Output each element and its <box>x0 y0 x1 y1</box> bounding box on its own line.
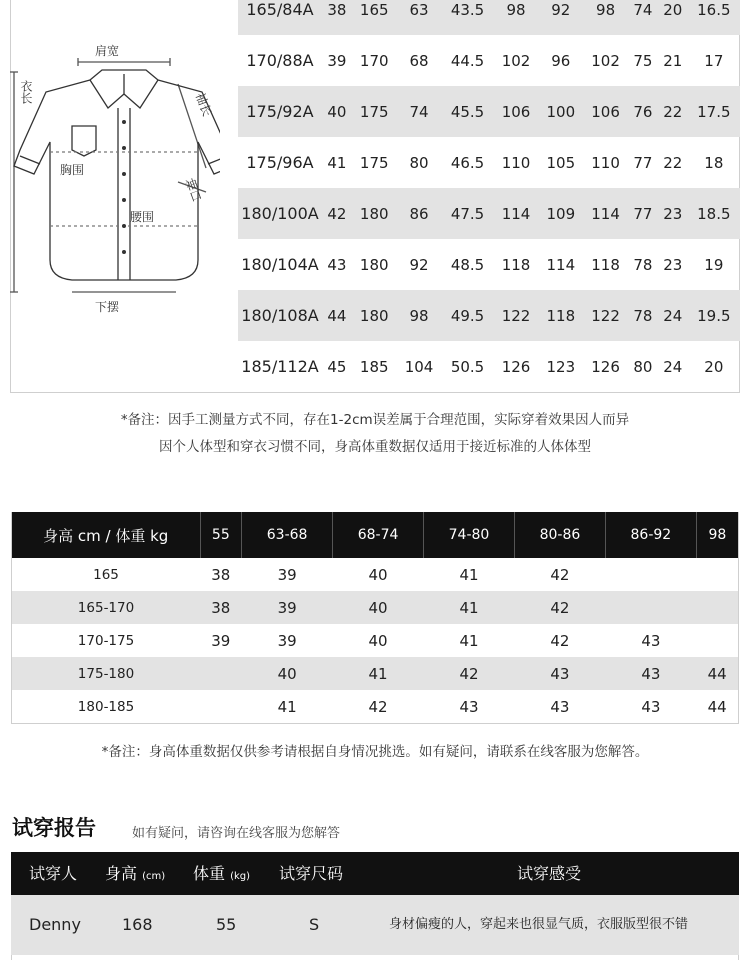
hw-height-cell: 165 <box>93 566 119 583</box>
size-value-cell: 47.5 <box>441 188 493 239</box>
size-value-cell: 19.5 <box>688 290 740 341</box>
hw-size-cell: 43 <box>641 697 661 716</box>
shoulder-label: 肩宽 <box>95 44 120 58</box>
hw-size-cell: 38 <box>200 591 242 624</box>
size-value-cell: 122 <box>583 290 628 341</box>
size-value-cell: 41 <box>327 153 347 172</box>
hw-size-cell: 42 <box>550 631 570 650</box>
size-value-cell: 118 <box>501 255 531 274</box>
size-chart-section <box>0 0 750 470</box>
size-value-cell: 18 <box>704 153 724 172</box>
size-value-cell: 46.5 <box>450 153 485 172</box>
hw-size-cell: 39 <box>277 631 297 650</box>
size-value-cell: 175 <box>352 86 397 137</box>
report-subtitle: 如有疑问，请咨询在线客服为您解答 <box>132 826 341 841</box>
size-value-cell: 92 <box>538 0 583 35</box>
size-value-cell: 48.5 <box>450 255 485 274</box>
length-label: 衣长 <box>19 80 33 104</box>
size-value-cell: 16.5 <box>688 0 740 35</box>
hw-header-weight: 63-68 <box>242 512 333 558</box>
size-value-cell: 50.5 <box>450 357 485 376</box>
report-header-height-unit: (cm) <box>142 871 166 882</box>
size-value-cell: 80 <box>633 357 653 376</box>
size-value-cell: 98 <box>494 0 539 35</box>
height-weight-table <box>12 512 738 723</box>
hw-size-cell: 42 <box>368 697 388 716</box>
report-header-feeling: 试穿感受 <box>517 864 582 883</box>
hw-size-cell: 39 <box>277 565 297 584</box>
hw-size-cell: 43 <box>550 697 570 716</box>
report-header-weight-text: 体重 <box>193 864 226 883</box>
size-value-cell: 23 <box>663 255 683 274</box>
report-header-height <box>105 852 165 895</box>
hw-size-cell: 44 <box>696 657 738 690</box>
size-value-cell: 20 <box>704 357 724 376</box>
size-value-cell: 175 <box>359 153 389 172</box>
hw-size-cell: 41 <box>459 631 479 650</box>
size-value-cell: 19 <box>704 255 724 274</box>
report-header-person: 试穿人 <box>29 864 78 883</box>
size-value-cell: 75 <box>633 51 653 70</box>
hw-size-cell: 40 <box>368 565 388 584</box>
size-value-cell: 49.5 <box>441 290 493 341</box>
size-value-cell: 106 <box>494 86 539 137</box>
report-weight: 55 <box>216 915 237 934</box>
size-value-cell: 180 <box>359 255 389 274</box>
size-value-cell: 77 <box>633 153 653 172</box>
size-value-cell: 80 <box>409 153 429 172</box>
size-value-cell: 44.5 <box>450 51 485 70</box>
size-value-cell: 110 <box>591 153 620 172</box>
size-code-cell: 170/88A <box>246 51 314 70</box>
hw-size-cell: 43 <box>514 657 605 690</box>
report-height: 168 <box>122 915 153 934</box>
note-line-1: *备注：因手工测量方式不同，存在1-2cm误差属于合理范围，实际穿着效果因人而异 <box>120 412 630 428</box>
size-value-cell: 123 <box>546 357 576 376</box>
waist-label: 腰围 <box>130 210 155 224</box>
hw-size-cell: 41 <box>459 565 479 584</box>
size-value-cell: 42 <box>322 188 352 239</box>
size-value-cell: 170 <box>359 51 389 70</box>
size-value-cell: 122 <box>494 290 539 341</box>
size-value-cell: 118 <box>591 255 620 274</box>
size-code-cell: 175/96A <box>246 153 314 172</box>
report-row <box>11 895 739 955</box>
size-value-cell: 180 <box>352 188 397 239</box>
size-value-cell: 77 <box>628 188 658 239</box>
hw-size-cell: 38 <box>211 565 231 584</box>
size-value-cell: 17 <box>704 51 724 70</box>
size-value-cell: 86 <box>397 188 442 239</box>
note-line-2: 因个人体型和穿衣习惯不同，身高体重数据仅适用于接近标准的人体体型 <box>159 439 591 455</box>
sleeve-label: 袖长 <box>192 90 215 119</box>
hw-size-cell: 43 <box>459 697 479 716</box>
height-weight-note: *备注：身高体重数据仅供参考请根据自身情况挑选。如有疑问，请联系在线客服为您解答。 <box>101 744 649 760</box>
report-header-row <box>11 852 739 895</box>
hw-size-cell: 43 <box>605 657 696 690</box>
hw-height-cell: 165-170 <box>12 591 200 624</box>
hw-size-cell: 39 <box>242 591 333 624</box>
size-value-cell: 76 <box>628 86 658 137</box>
hw-size-cell: 41 <box>333 657 424 690</box>
hw-size-cell: 42 <box>514 591 605 624</box>
report-header-weight <box>193 852 250 895</box>
size-value-cell: 126 <box>591 357 620 376</box>
size-code-cell: 180/100A <box>238 188 322 239</box>
report-person: Denny <box>29 915 81 934</box>
size-value-cell: 110 <box>501 153 531 172</box>
size-value-cell: 63 <box>397 0 442 35</box>
size-value-cell: 102 <box>501 51 531 70</box>
size-value-cell: 74 <box>628 0 658 35</box>
hw-header-weight: 74-80 <box>424 512 515 558</box>
size-value-cell: 44 <box>322 290 352 341</box>
hw-header-weight: 86-92 <box>605 512 696 558</box>
hw-size-cell: 40 <box>333 591 424 624</box>
size-row <box>238 86 740 137</box>
size-value-cell: 78 <box>628 290 658 341</box>
hw-height-cell: 170-175 <box>77 632 135 649</box>
height-weight-table-frame <box>11 512 739 724</box>
size-value-cell: 45 <box>327 357 347 376</box>
size-value-cell: 114 <box>583 188 628 239</box>
hw-size-cell <box>200 690 242 723</box>
size-value-cell: 68 <box>409 51 429 70</box>
hw-size-cell: 42 <box>550 565 570 584</box>
hw-height-cell: 175-180 <box>12 657 200 690</box>
hw-header-weight: 68-74 <box>333 512 424 558</box>
size-value-cell: 165 <box>352 0 397 35</box>
size-value-cell: 23 <box>658 188 688 239</box>
size-value-cell: 17.5 <box>688 86 740 137</box>
hw-size-cell: 41 <box>424 591 515 624</box>
hw-size-cell: 42 <box>424 657 515 690</box>
size-value-cell: 96 <box>551 51 571 70</box>
size-row <box>238 137 740 188</box>
hw-header-weight: 80-86 <box>514 512 605 558</box>
size-value-cell: 185 <box>359 357 389 376</box>
size-value-cell: 78 <box>633 255 653 274</box>
size-value-cell: 24 <box>658 290 688 341</box>
size-value-cell: 104 <box>404 357 434 376</box>
size-code-cell: 185/112A <box>241 357 319 376</box>
cuff-label: 袖口 <box>182 176 204 204</box>
hw-size-cell: 43 <box>641 631 661 650</box>
hw-size-cell <box>605 591 696 624</box>
hw-row <box>12 624 738 657</box>
report-size: S <box>309 915 320 934</box>
size-value-cell: 92 <box>409 255 429 274</box>
hw-size-cell <box>200 657 242 690</box>
hw-height-cell: 180-185 <box>77 698 135 715</box>
hw-row <box>12 591 738 624</box>
size-value-cell: 74 <box>397 86 442 137</box>
hw-size-cell <box>696 591 738 624</box>
hw-header-weight: 55 <box>200 512 242 558</box>
size-value-cell: 98 <box>397 290 442 341</box>
size-row <box>238 341 740 392</box>
hw-size-cell <box>605 558 696 591</box>
size-value-cell: 114 <box>494 188 539 239</box>
size-row <box>238 0 740 35</box>
size-value-cell: 118 <box>538 290 583 341</box>
size-value-cell: 43.5 <box>441 0 493 35</box>
size-value-cell: 22 <box>663 153 683 172</box>
size-value-cell: 45.5 <box>441 86 493 137</box>
size-value-cell: 126 <box>501 357 531 376</box>
size-row <box>238 35 740 86</box>
shirt-measurement-diagram <box>10 30 220 330</box>
report-next-row <box>11 955 739 960</box>
report-header-size: 试穿尺码 <box>279 864 344 883</box>
size-value-cell: 40 <box>322 86 352 137</box>
size-value-cell: 102 <box>591 51 620 70</box>
size-table <box>238 0 740 392</box>
hw-header-weight: 98 <box>696 512 738 558</box>
size-value-cell: 105 <box>546 153 576 172</box>
report-title: 试穿报告 <box>12 816 96 840</box>
size-value-cell: 114 <box>546 255 576 274</box>
size-value-cell: 38 <box>322 0 352 35</box>
hw-size-cell <box>696 558 738 591</box>
size-row <box>238 188 740 239</box>
size-value-cell: 21 <box>663 51 683 70</box>
hw-row <box>12 690 738 723</box>
size-value-cell: 109 <box>538 188 583 239</box>
hw-size-cell: 40 <box>242 657 333 690</box>
size-code-cell: 165/84A <box>238 0 322 35</box>
size-code-cell: 180/108A <box>238 290 322 341</box>
size-value-cell: 100 <box>538 86 583 137</box>
chest-label: 胸围 <box>60 163 85 177</box>
hw-size-cell: 39 <box>211 631 231 650</box>
report-feeling: 身材偏瘦的人，穿起来也很显气质，衣服版型很不错 <box>389 917 689 932</box>
size-code-cell: 175/92A <box>238 86 322 137</box>
size-value-cell: 24 <box>663 357 683 376</box>
hw-size-cell <box>696 624 738 657</box>
size-value-cell: 43 <box>327 255 347 274</box>
hw-size-cell: 41 <box>277 697 297 716</box>
hw-size-cell: 44 <box>707 697 727 716</box>
report-header-height-text: 身高 <box>105 864 138 883</box>
hem-label: 下摆 <box>95 300 120 314</box>
size-value-cell: 180 <box>352 290 397 341</box>
size-value-cell: 106 <box>583 86 628 137</box>
size-value-cell: 22 <box>658 86 688 137</box>
size-code-cell: 180/104A <box>241 255 319 274</box>
size-row <box>238 239 740 290</box>
size-row <box>238 290 740 341</box>
size-value-cell: 98 <box>583 0 628 35</box>
hw-size-cell: 40 <box>368 631 388 650</box>
report-header-weight-unit: (kg) <box>230 871 251 882</box>
size-value-cell: 18.5 <box>688 188 740 239</box>
hw-header-label: 身高 cm / 体重 kg <box>12 512 200 558</box>
size-value-cell: 39 <box>327 51 347 70</box>
hw-row <box>12 657 738 690</box>
size-value-cell: 20 <box>658 0 688 35</box>
hw-row <box>12 558 738 591</box>
